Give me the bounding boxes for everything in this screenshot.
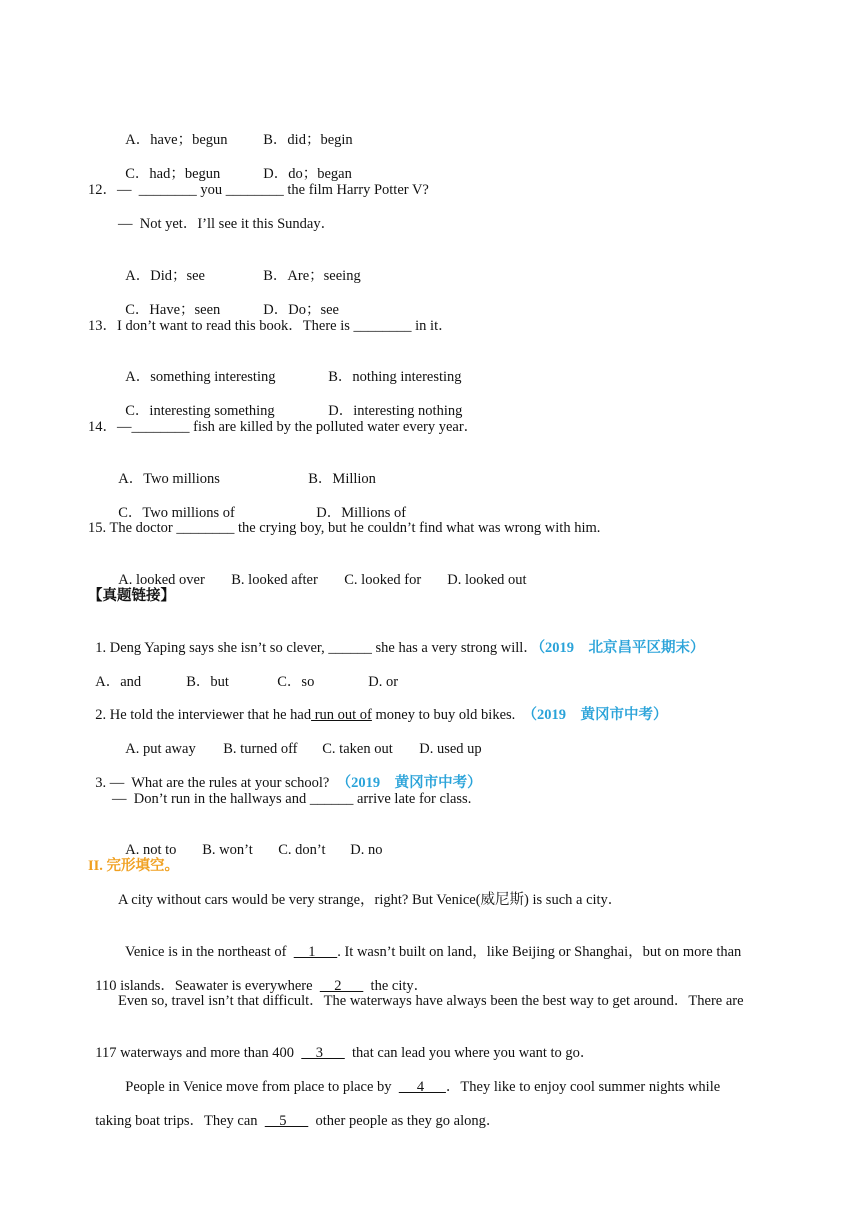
cloze-text: ．They like to enjoy cool summer nights while: [445, 1079, 721, 1095]
real-q2-stem-end: money to buy old bikes.: [371, 707, 516, 723]
q14-options-row2: [111, 486, 406, 522]
q13-option-a: A．something interesting: [125, 369, 276, 385]
real-q3-option-a: A. not to: [125, 842, 177, 858]
q15-option-d: D. looked out: [447, 572, 527, 588]
real-q3-reply: — Don’t run in the hallways and ______ arrive late for class.: [112, 791, 472, 807]
q11-option-b: B．did；begin: [263, 132, 353, 148]
q11-option-c: C．had；begun: [125, 166, 221, 182]
q13-options-row1: [118, 350, 462, 386]
cloze-text: taking boat trips．They can: [95, 1113, 262, 1129]
q15-option-b: B. looked after: [231, 572, 318, 588]
section-heading-cloze: II. 完形填空。: [88, 858, 180, 874]
real-q2-option-a: A. put away: [125, 741, 196, 757]
q15-options: [111, 553, 527, 589]
real-q2-option-b: B. turned off: [223, 741, 298, 757]
q15-option-a: A. looked over: [118, 572, 205, 588]
q13-stem: 13．I don’t want to read this book．There is ________ in it．: [88, 318, 453, 334]
cloze-text: the city．: [363, 978, 429, 994]
cloze-blank-2: 2: [319, 978, 364, 994]
q12-option-a: A．Did；see: [125, 268, 205, 284]
cloze-blank-5: 5: [264, 1113, 309, 1129]
real-q3-options: [118, 823, 382, 859]
cloze-paragraph-3-line2: [88, 1026, 594, 1062]
q11-options-row2: [118, 147, 352, 183]
real-q1-stem-line: [88, 621, 705, 657]
cloze-paragraph-2-line1: [118, 925, 741, 961]
real-q2-stem-line: [88, 688, 668, 724]
q12-option-c: C．Have；seen: [125, 302, 221, 318]
q13-option-c: C．interesting something: [125, 403, 275, 419]
q14-option-c: C．Two millions of: [118, 505, 235, 521]
cloze-blank-1: 1: [293, 944, 338, 960]
cloze-paragraph-4-line2: [88, 1094, 500, 1130]
real-q1-options: [88, 655, 398, 691]
q14-stem: 14．—________ fish are killed by the polluted water every year．: [88, 419, 479, 435]
real-q3-option-d: D. no: [350, 842, 383, 858]
cloze-paragraph-2-line2: [88, 959, 428, 995]
real-q1-stem: 1. Deng Yaping says she isn’t so clever, ______ she has a very strong will．: [95, 640, 538, 656]
q14-option-b: B．Million: [308, 471, 376, 487]
q11-option-d: D．do；began: [263, 166, 352, 182]
real-q1-option-d: D. or: [368, 674, 399, 690]
q11-option-a: A．have；begun: [125, 132, 228, 148]
real-q2-underlined-phrase: run out of: [311, 707, 372, 723]
cloze-blank-3: 3: [301, 1045, 345, 1061]
q13-options-row2: [118, 384, 462, 420]
cloze-text: other people as they go along．: [308, 1113, 501, 1129]
q12-options-row2: [118, 283, 339, 319]
real-q3-option-b: B. won’t: [202, 842, 253, 858]
q12-option-b: B．Are；seeing: [263, 268, 361, 284]
q12-reply: — Not yet．I’ll see it this Sunday．: [118, 216, 336, 232]
q14-option-d: D．Millions of: [316, 505, 407, 521]
real-q3-stem-line: [88, 756, 482, 792]
cloze-blank-4: 4: [398, 1079, 446, 1095]
real-q1-source: （2019 北京昌平区期末）: [537, 640, 705, 656]
real-q2-source: （2019 黄冈市中考）: [522, 707, 668, 723]
q11-options-row1: [118, 113, 353, 149]
real-q2-options: [118, 722, 482, 758]
cloze-paragraph-4-line1: [118, 1060, 720, 1096]
q12-stem: 12．— ________ you ________ the film Harry Potter V?: [88, 182, 429, 198]
real-q1-option-c: C．so: [277, 674, 315, 690]
cloze-text: Venice is in the northeast of: [125, 944, 291, 960]
real-q3-stem: 3. — What are the rules at your school?: [95, 775, 330, 791]
real-q2-option-c: C. taken out: [322, 741, 393, 757]
q14-option-a: A．Two millions: [118, 471, 220, 487]
q15-option-c: C. looked for: [344, 572, 422, 588]
cloze-text: 117 waterways and more than 400: [95, 1045, 298, 1061]
q14-options-row1: [111, 452, 376, 488]
section-heading-real-exams: 【真题链接】: [88, 588, 175, 604]
real-q2-option-d: D. used up: [419, 741, 482, 757]
cloze-text: that can lead you where you want to go．: [344, 1045, 595, 1061]
cloze-text: People in Venice move from place to place by: [125, 1079, 396, 1095]
cloze-paragraph-3-line1: Even so, travel isn’t that difficult．The waterways have always been the best way to get around．There are: [118, 993, 744, 1009]
cloze-paragraph-1: A city without cars would be very strange，right? But Venice(威尼斯) is such a city．: [118, 892, 623, 908]
real-q1-option-a: A．and: [95, 674, 142, 690]
cloze-text: 110 islands．Seawater is everywhere: [95, 978, 317, 994]
cloze-text: . It wasn’t built on land，like Beijing or Shanghai，but on more than: [337, 944, 742, 960]
real-q3-option-c: C. don’t: [278, 842, 326, 858]
q12-option-d: D．Do；see: [263, 302, 339, 318]
real-q1-option-b: B．but: [186, 674, 229, 690]
q13-option-d: D．interesting nothing: [328, 403, 463, 419]
q15-stem: 15. The doctor ________ the crying boy, but he couldn’t find what was wrong with him.: [88, 520, 601, 536]
q12-options-row1: [118, 249, 361, 285]
q13-option-b: B．nothing interesting: [328, 369, 462, 385]
real-q3-source: （2019 黄冈市中考）: [336, 775, 482, 791]
real-q2-stem-start: 2. He told the interviewer that he had: [95, 707, 312, 723]
